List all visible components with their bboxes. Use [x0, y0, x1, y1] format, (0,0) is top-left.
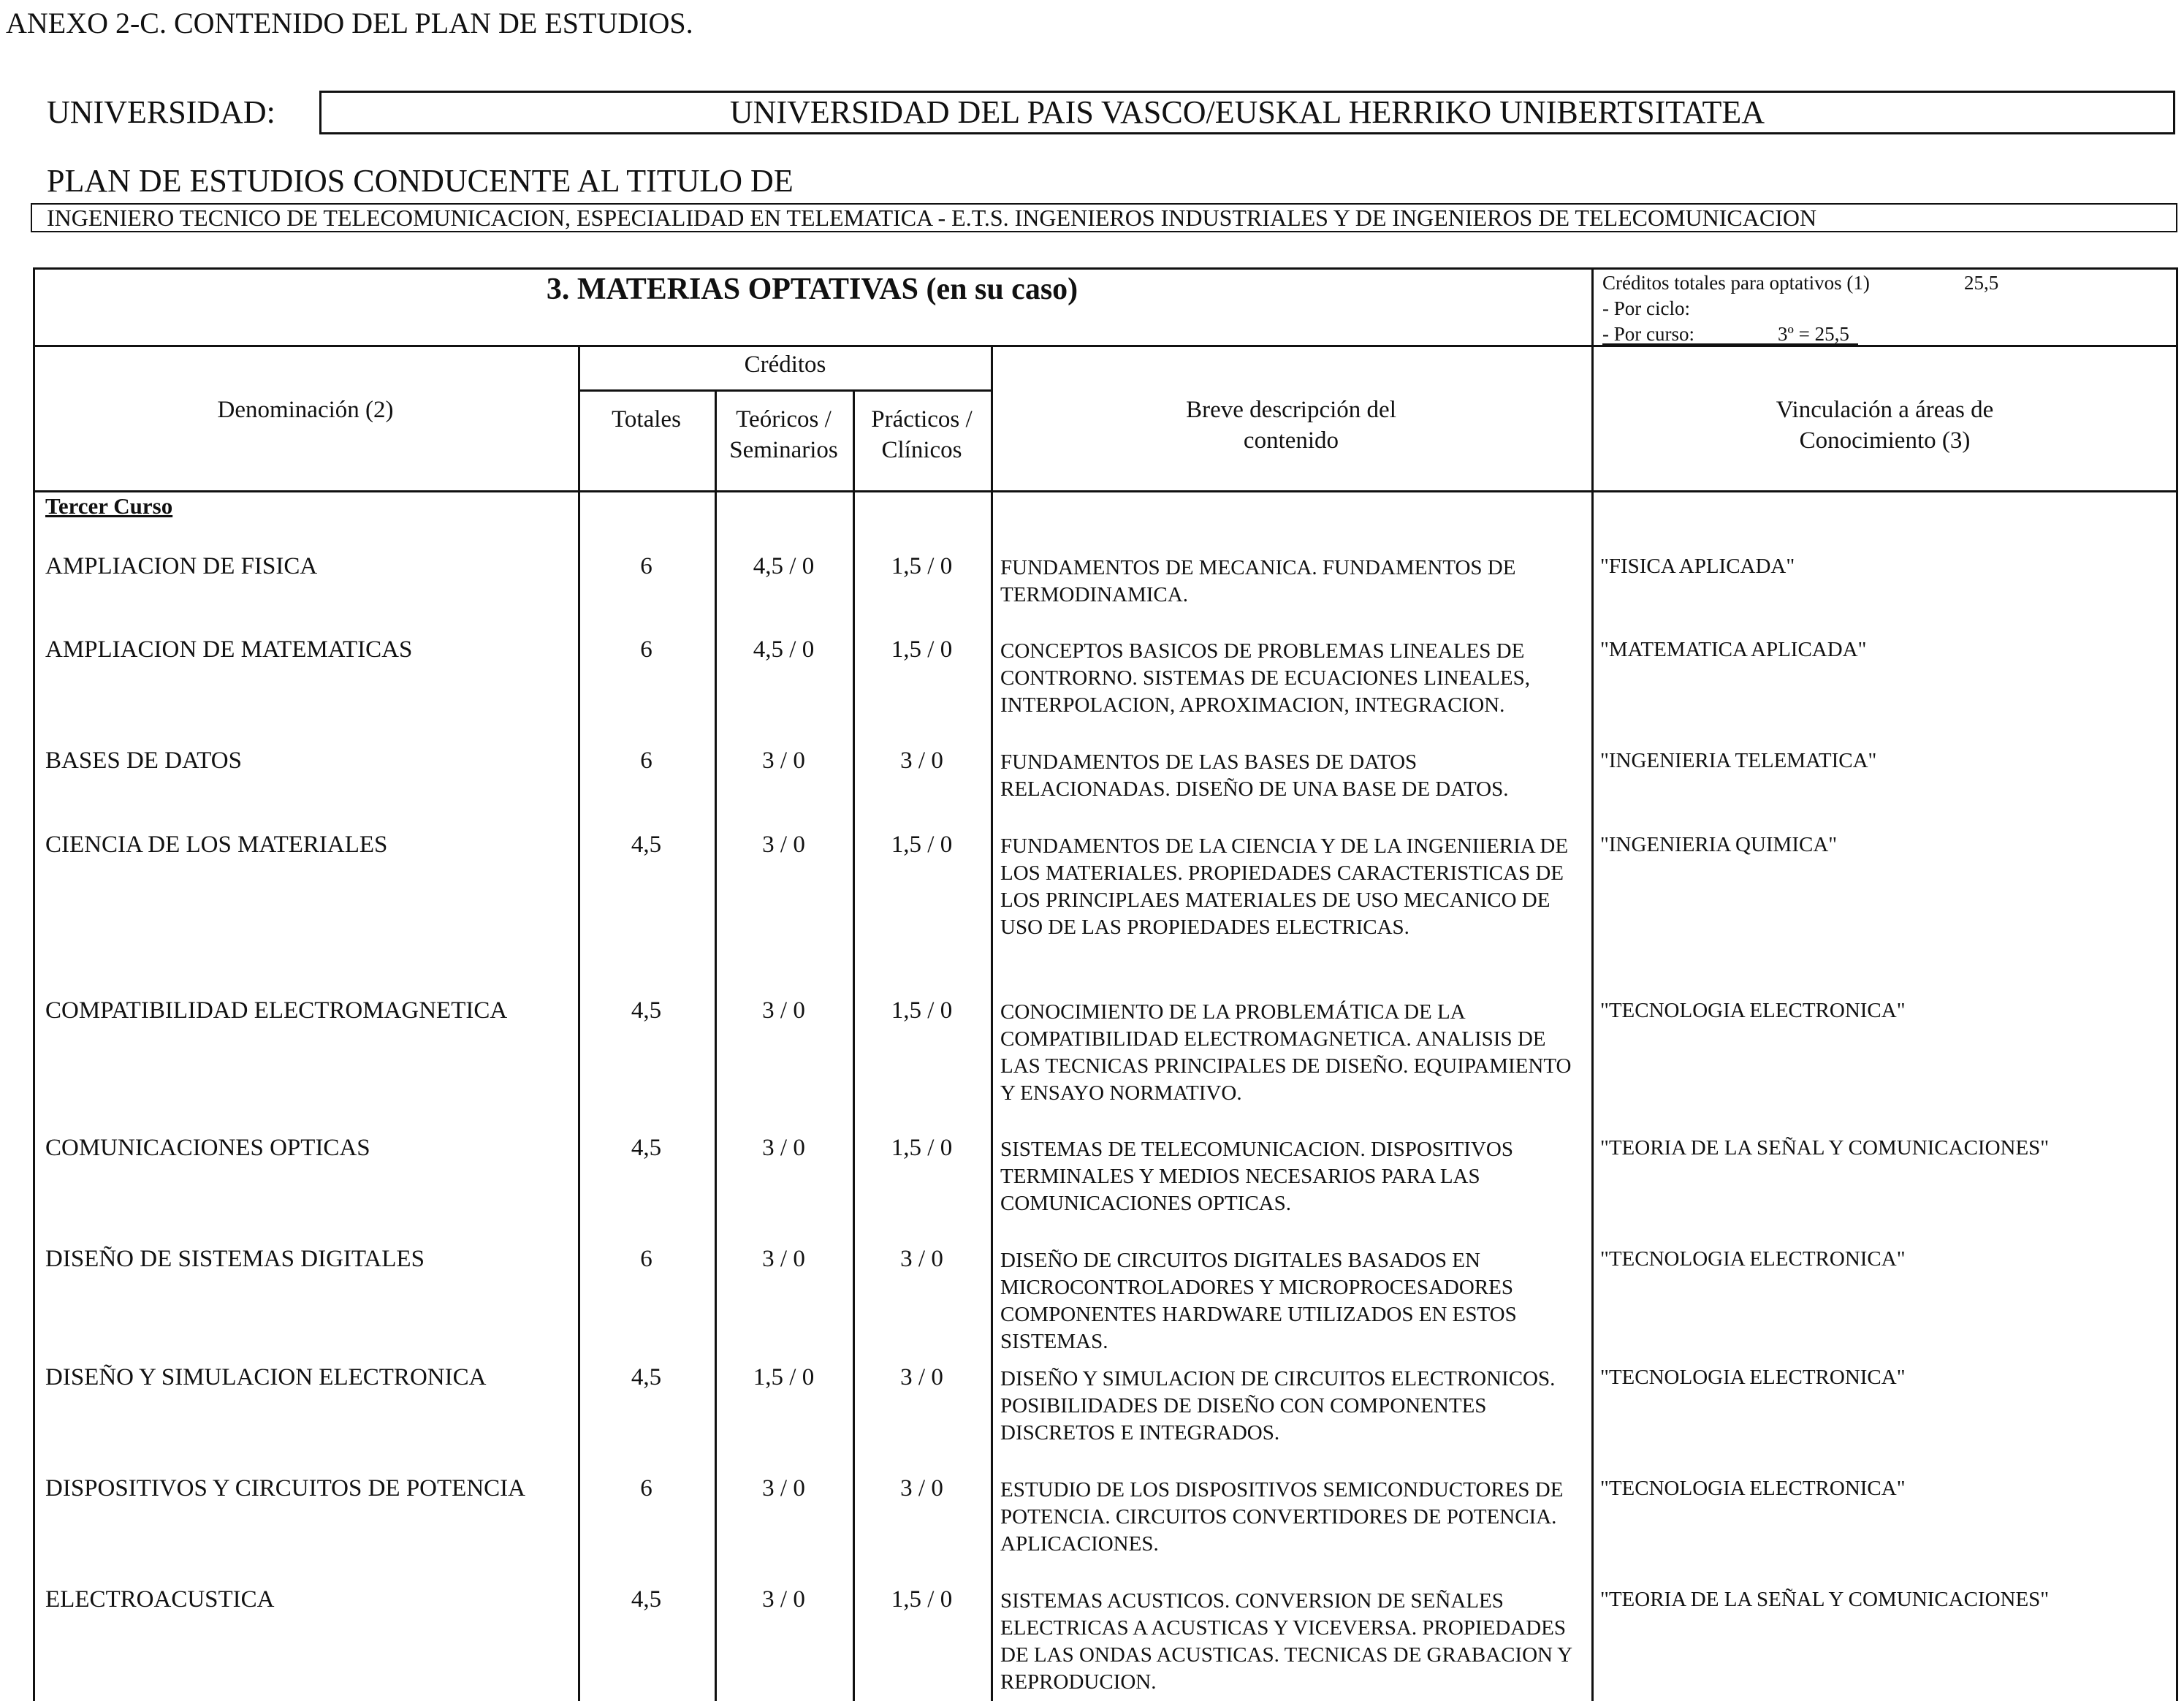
row-descripcion: ESTUDIO DE LOS DISPOSITIVOS SEMICONDUCTORES DE POTENCIA. CIRCUITOS CONVERTIDORES DE POTENCIA. APLICACIONES. — [1000, 1478, 1564, 1556]
col-vinculacion — [1591, 395, 2178, 456]
row-practicos: 1,5 / 0 — [891, 553, 953, 579]
row-teoricos: 3 / 0 — [762, 1135, 805, 1161]
row-teoricos: 1,5 / 0 — [753, 1364, 815, 1390]
universidad-label: UNIVERSIDAD: — [47, 94, 275, 130]
row-denominacion: DISEÑO DE SISTEMAS DIGITALES — [45, 1246, 425, 1272]
row-totales: 4,5 — [631, 832, 662, 858]
row-denominacion: DISPOSITIVOS Y CIRCUITOS DE POTENCIA — [45, 1475, 525, 1502]
por-curso-value: 3º = 25,5 — [1778, 323, 1849, 345]
row-totales: 6 — [640, 553, 652, 579]
creditos-totales-block — [1602, 270, 1999, 347]
rule-creditos-bottom — [578, 389, 992, 392]
col-teoricos-line1: Teóricos / — [736, 406, 832, 433]
plan-label: PLAN DE ESTUDIOS CONDUCENTE AL TITULO DE — [47, 163, 794, 199]
row-teoricos: 3 / 0 — [762, 1586, 805, 1613]
row-practicos: 1,5 / 0 — [891, 997, 953, 1024]
row-area: "INGENIERIA TELEMATICA" — [1600, 749, 1877, 772]
row-teoricos: 3 / 0 — [762, 1246, 805, 1272]
row-teoricos: 3 / 0 — [762, 1475, 805, 1502]
row-teoricos: 3 / 0 — [762, 832, 805, 858]
row-area: "MATEMATICA APLICADA" — [1600, 638, 1867, 661]
row-totales: 6 — [640, 747, 652, 774]
row-area: "TEORIA DE LA SEÑAL Y COMUNICACIONES" — [1600, 1136, 2050, 1160]
creditos-totales-value: 25,5 — [1964, 272, 1999, 294]
row-descripcion: FUNDAMENTOS DE LAS BASES DE DATOS RELACIONADAS. DISEÑO DE UNA BASE DE DATOS. — [1000, 750, 1509, 801]
por-curso-label: - Por curso: — [1602, 323, 1694, 345]
por-ciclo-label: - Por ciclo: — [1602, 297, 1690, 319]
row-descripcion: DISEÑO Y SIMULACION DE CIRCUITOS ELECTRONICOS. POSIBILIDADES DE DISEÑO CON COMPONENTES DISCRETOS E INTEGRADOS. — [1000, 1367, 1556, 1445]
col-descripcion — [991, 395, 1591, 456]
row-denominacion: COMUNICACIONES OPTICAS — [45, 1135, 370, 1161]
row-totales: 4,5 — [631, 1586, 662, 1613]
col-descripcion-line1: Breve descripción del — [1186, 397, 1396, 423]
row-descripcion: FUNDAMENTOS DE LA CIENCIA Y DE LA INGENIIERIA DE LOS MATERIALES. PROPIEDADES CARACTERISTICAS DE LOS PRINCIPLAES MATERIALES DE USO MECANICO DE USO DE LAS PROPIEDADES ELECTRICAS. — [1000, 834, 1569, 939]
col-practicos — [853, 404, 991, 465]
row-totales: 6 — [640, 636, 652, 663]
row-denominacion: CIENCIA DE LOS MATERIALES — [45, 832, 388, 858]
row-practicos: 3 / 0 — [900, 1246, 943, 1272]
row-teoricos: 3 / 0 — [762, 747, 805, 774]
row-area: "INGENIERIA QUIMICA" — [1600, 833, 1838, 856]
row-teoricos: 4,5 / 0 — [753, 636, 815, 663]
row-area: "TEORIA DE LA SEÑAL Y COMUNICACIONES" — [1600, 1588, 2050, 1611]
row-area: "FISICA APLICADA" — [1600, 555, 1795, 578]
col-teoricos-line2: Seminarios — [729, 437, 838, 463]
row-descripcion: SISTEMAS DE TELECOMUNICACION. DISPOSITIVOS TERMINALES Y MEDIOS NECESARIOS PARA LAS COMUNICACIONES OPTICAS. — [1000, 1138, 1513, 1215]
col-totales: Totales — [612, 406, 681, 433]
document-title: ANEXO 2-C. CONTENIDO DEL PLAN DE ESTUDIOS. — [6, 7, 693, 39]
row-practicos: 3 / 0 — [900, 1364, 943, 1390]
row-totales: 6 — [640, 1475, 652, 1502]
row-teoricos: 3 / 0 — [762, 997, 805, 1024]
row-practicos: 1,5 / 0 — [891, 1586, 953, 1613]
universidad-value: UNIVERSIDAD DEL PAIS VASCO/EUSKAL HERRIKO UNIBERTSITATEA — [319, 91, 2175, 134]
rule-col-practicos — [853, 389, 855, 1701]
row-area: "TECNOLOGIA ELECTRONICA" — [1600, 1477, 1906, 1500]
col-denominacion: Denominación (2) — [217, 397, 394, 423]
row-totales: 4,5 — [631, 1135, 662, 1161]
row-area: "TECNOLOGIA ELECTRONICA" — [1600, 999, 1906, 1022]
row-practicos: 3 / 0 — [900, 747, 943, 774]
row-descripcion: CONOCIMIENTO DE LA PROBLEMÁTICA DE LA COMPATIBILIDAD ELECTROMAGNETICA. ANALISIS DE LAS TECNICAS PRINCIPALES DE DISEÑO. EQUIPAMIENTO Y ENSAYO NORMATIVO. — [1000, 1000, 1572, 1105]
col-teoricos — [715, 404, 853, 465]
row-totales: 6 — [640, 1246, 652, 1272]
col-descripcion-line2: contenido — [1243, 427, 1339, 454]
row-denominacion: AMPLIACION DE FISICA — [45, 553, 318, 579]
row-denominacion: ELECTROACUSTICA — [45, 1586, 275, 1613]
creditos-totales-label: Créditos totales para optativos (1) — [1602, 272, 1870, 294]
row-totales: 4,5 — [631, 997, 662, 1024]
row-descripcion: DISEÑO DE CIRCUITOS DIGITALES BASADOS EN MICROCONTROLADORES Y MICROPROCESADORES COMPONENTES HARDWARE UTILIZADOS EN ESTOS SISTEMAS. — [1000, 1249, 1517, 1353]
rule-col-desc — [991, 345, 993, 1701]
row-denominacion: COMPATIBILIDAD ELECTROMAGNETICA — [45, 997, 508, 1024]
row-descripcion: SISTEMAS ACUSTICOS. CONVERSION DE SEÑALES ELECTRICAS A ACUSTICAS Y VICEVERSA. PROPIEDADES DE LAS ONDAS ACUSTICAS. TECNICAS DE GRABACION Y REPRODUCION. — [1000, 1589, 1572, 1694]
col-practicos-line2: Clínicos — [881, 437, 962, 463]
plan-value: INGENIERO TECNICO DE TELECOMUNICACION, ESPECIALIDAD EN TELEMATICA - E.T.S. INGENIEROS INDUSTRIALES Y DE INGENIEROS DE TELECOMUNICACION — [31, 203, 2177, 232]
row-practicos: 1,5 / 0 — [891, 636, 953, 663]
row-totales: 4,5 — [631, 1364, 662, 1390]
row-practicos: 1,5 / 0 — [891, 1135, 953, 1161]
row-descripcion: CONCEPTOS BASICOS DE PROBLEMAS LINEALES DE CONTRORNO. SISTEMAS DE ECUACIONES LINEALES, INTERPOLACION, APROXIMACION, INTEGRACION. — [1000, 639, 1531, 717]
row-area: "TECNOLOGIA ELECTRONICA" — [1600, 1247, 1906, 1271]
row-practicos: 1,5 / 0 — [891, 832, 953, 858]
col-practicos-line1: Prácticos / — [871, 406, 973, 433]
row-descripcion: FUNDAMENTOS DE MECANICA. FUNDAMENTOS DE TERMODINAMICA. — [1000, 556, 1516, 606]
col-vinculacion-line1: Vinculación a áreas de — [1776, 397, 1994, 423]
row-denominacion: BASES DE DATOS — [45, 747, 242, 774]
rule-col-teoricos — [715, 389, 717, 1701]
curso-label: Tercer Curso — [45, 493, 173, 519]
section-title: 3. MATERIAS OPTATIVAS (en su caso) — [546, 273, 1078, 306]
col-creditos: Créditos — [744, 351, 826, 378]
col-vinculacion-line2: Conocimiento (3) — [1799, 427, 1971, 454]
row-teoricos: 4,5 / 0 — [753, 553, 815, 579]
rule-col-area — [1591, 267, 1594, 1701]
row-practicos: 3 / 0 — [900, 1475, 943, 1502]
rule-header-bottom — [33, 490, 2178, 492]
row-area: "TECNOLOGIA ELECTRONICA" — [1600, 1366, 1906, 1389]
row-denominacion: AMPLIACION DE MATEMATICAS — [45, 636, 413, 663]
por-curso-underline — [1602, 343, 1858, 345]
row-denominacion: DISEÑO Y SIMULACION ELECTRONICA — [45, 1364, 487, 1390]
